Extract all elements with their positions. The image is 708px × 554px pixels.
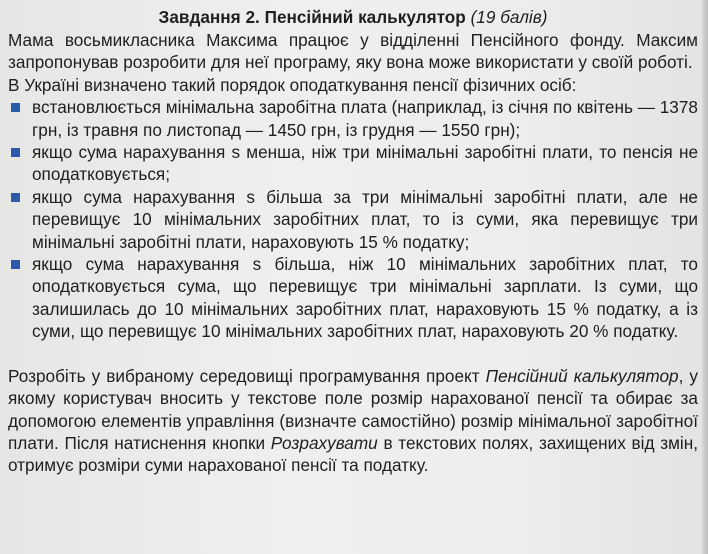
rule-text: якщо сума нарахування s більша за три мінімальні заробітні плати, але не перевищує 10 мінімальних заробітних плат, то із суми, яка перевищує три мінімальні заробітні плати, нараховують 15 % податку; [32, 186, 698, 252]
assignment-text-3: в текстових полях, захищених від змін, отримує розміри суми нарахованої пенсії та податку. [8, 432, 699, 476]
rule-text: встановлюється мінімальна заробітна плата (наприклад, із січня по квітень — 1378 грн, із травня по листопад — 1450 грн, із грудня — 1550 грн); [32, 97, 698, 140]
rule-text: якщо сума нарахування s більша, ніж 10 мінімальних заробітних плат, то оподатковується сума, що перевищує три мінімальні зарплати. Із суми, що залишилась до 10 мінімальних заробітних плат, нараховують 15 % податку, а із суми, що перевищує 10 мінімальних заробітних плат, нараховують 20 % податку. [32, 254, 698, 342]
rule-item [8, 96, 698, 141]
task-points: (19 балів) [470, 7, 548, 27]
assignment-paragraph [8, 365, 698, 477]
task-content [8, 6, 698, 477]
page-edge-shadow [702, 0, 708, 554]
rule-item [8, 253, 698, 343]
square-bullet-icon [11, 193, 20, 202]
button-name: Розрахувати [270, 432, 378, 453]
assignment-text-2: , у якому користувач вносить у текстове поле розмір нарахованої пенсії та обирає за допомогою елементів управління (визначте самостійно) розмір мінімальної заробітної плати. Після натиснення кнопки [8, 365, 698, 453]
assignment-text-1: Розробіть у вибраному середовищі програмування проект [8, 365, 486, 386]
square-bullet-icon [11, 103, 20, 112]
square-bullet-icon [11, 148, 20, 157]
square-bullet-icon [11, 260, 20, 269]
rules-list [8, 96, 698, 342]
rule-item [8, 186, 698, 253]
rule-item [8, 141, 698, 186]
intro-paragraph: Мама восьмикласника Максима працює у відділенні Пенсійного фонду. Максим запропонував розробити для неї програму, яку вона може використати у своїй роботі. [8, 30, 698, 73]
rule-text: якщо сума нарахування s менша, ніж три мінімальні заробітні плати, то пенсія не оподатковується; [32, 142, 698, 185]
task-title [8, 6, 698, 29]
paragraph-spacer [8, 343, 698, 365]
project-name: Пенсійний калькулятор [485, 365, 679, 386]
task-title-text: Завдання 2. Пенсійний калькулятор [158, 7, 466, 27]
rules-intro: В Україні визначено такий порядок оподаткування пенсії фізичних осіб: [8, 74, 577, 95]
